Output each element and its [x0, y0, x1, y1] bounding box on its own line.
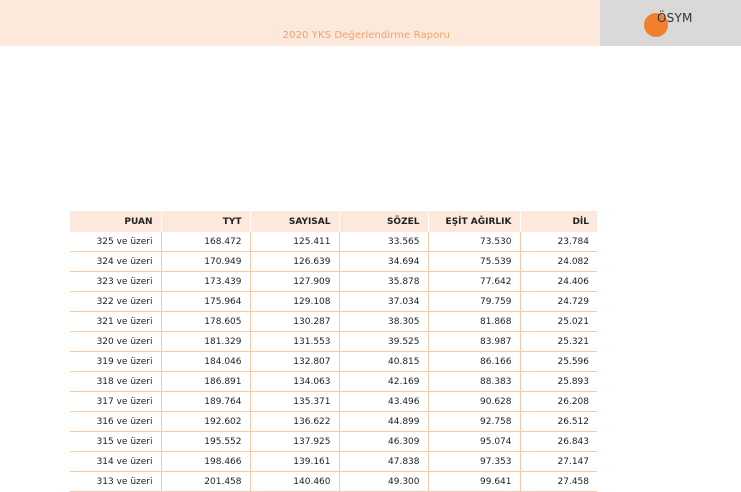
table-cell: 90.628	[428, 392, 520, 412]
column-header: DİL	[520, 211, 597, 232]
table-cell: 95.074	[428, 432, 520, 452]
table-row	[70, 252, 597, 272]
table-row	[70, 472, 597, 492]
table-row	[70, 392, 597, 412]
table-cell: 34.694	[339, 252, 428, 272]
column-header: EŞİT AĞIRLIK	[428, 211, 520, 232]
table-cell: 137.925	[250, 432, 339, 452]
table-cell: 92.758	[428, 412, 520, 432]
table-cell: 129.108	[250, 292, 339, 312]
table-cell: 35.878	[339, 272, 428, 292]
table-cell: 135.371	[250, 392, 339, 412]
table-cell: 23.784	[520, 232, 597, 252]
table-cell: 314 ve üzeri	[70, 452, 161, 472]
table-cell: 192.602	[161, 412, 250, 432]
table-cell: 42.169	[339, 372, 428, 392]
table-cell: 319 ve üzeri	[70, 352, 161, 372]
table-cell: 26.843	[520, 432, 597, 452]
table-row	[70, 452, 597, 472]
table-cell: 24.406	[520, 272, 597, 292]
table-cell: 175.964	[161, 292, 250, 312]
table-cell: 25.893	[520, 372, 597, 392]
table-row	[70, 352, 597, 372]
table-cell: 136.622	[250, 412, 339, 432]
table-cell: 201.458	[161, 472, 250, 492]
table-cell: 316 ve üzeri	[70, 412, 161, 432]
table-cell: 99.641	[428, 472, 520, 492]
table-cell: 181.329	[161, 332, 250, 352]
table-cell: 33.565	[339, 232, 428, 252]
table-cell: 43.496	[339, 392, 428, 412]
table-cell: 322 ve üzeri	[70, 292, 161, 312]
table-row	[70, 292, 597, 312]
table-cell: 79.759	[428, 292, 520, 312]
table-cell: 324 ve üzeri	[70, 252, 161, 272]
table-cell: 27.147	[520, 452, 597, 472]
table-cell: 49.300	[339, 472, 428, 492]
table-cell: 139.161	[250, 452, 339, 472]
column-header: PUAN	[70, 211, 161, 232]
table-cell: 75.539	[428, 252, 520, 272]
table-cell: 320 ve üzeri	[70, 332, 161, 352]
table-cell: 24.082	[520, 252, 597, 272]
table-cell: 184.046	[161, 352, 250, 372]
table-cell: 97.353	[428, 452, 520, 472]
table-cell: 126.639	[250, 252, 339, 272]
table-cell: 25.021	[520, 312, 597, 332]
table-cell: 40.815	[339, 352, 428, 372]
table-cell: 134.063	[250, 372, 339, 392]
table-cell: 173.439	[161, 272, 250, 292]
table-cell: 318 ve üzeri	[70, 372, 161, 392]
score-table	[70, 211, 597, 492]
table-cell: 132.807	[250, 352, 339, 372]
table-cell: 77.642	[428, 272, 520, 292]
table-header-row	[70, 211, 597, 232]
table-row	[70, 412, 597, 432]
table-cell: 25.596	[520, 352, 597, 372]
column-header: SAYISAL	[250, 211, 339, 232]
table-cell: 127.909	[250, 272, 339, 292]
table-cell: 168.472	[161, 232, 250, 252]
table-cell: 315 ve üzeri	[70, 432, 161, 452]
table-cell: 323 ve üzeri	[70, 272, 161, 292]
table-cell: 25.321	[520, 332, 597, 352]
table-cell: 88.383	[428, 372, 520, 392]
table-cell: 170.949	[161, 252, 250, 272]
table-cell: 198.466	[161, 452, 250, 472]
table-row	[70, 232, 597, 252]
table-cell: 83.987	[428, 332, 520, 352]
table-cell: 178.605	[161, 312, 250, 332]
logo-text: ÖSYM	[657, 11, 693, 25]
table-cell: 86.166	[428, 352, 520, 372]
osym-logo	[600, 0, 741, 46]
table-cell: 47.838	[339, 452, 428, 472]
table-row	[70, 332, 597, 352]
table-cell: 39.525	[339, 332, 428, 352]
table-cell: 189.764	[161, 392, 250, 412]
table-cell: 44.899	[339, 412, 428, 432]
table-cell: 195.552	[161, 432, 250, 452]
table-row	[70, 372, 597, 392]
table-row	[70, 272, 597, 292]
table-cell: 81.868	[428, 312, 520, 332]
table-cell: 46.309	[339, 432, 428, 452]
column-header: TYT	[161, 211, 250, 232]
table-cell: 131.553	[250, 332, 339, 352]
report-title: 2020 YKS Değerlendirme Raporu	[282, 30, 450, 41]
table-cell: 321 ve üzeri	[70, 312, 161, 332]
table-row	[70, 432, 597, 452]
table-cell: 73.530	[428, 232, 520, 252]
table-cell: 26.512	[520, 412, 597, 432]
table-cell: 27.458	[520, 472, 597, 492]
table-cell: 313 ve üzeri	[70, 472, 161, 492]
header-band	[0, 0, 600, 46]
table-cell: 130.287	[250, 312, 339, 332]
column-header: SÖZEL	[339, 211, 428, 232]
table-cell: 38.305	[339, 312, 428, 332]
table-body	[70, 232, 597, 492]
table-cell: 186.891	[161, 372, 250, 392]
table-cell: 26.208	[520, 392, 597, 412]
table-row	[70, 312, 597, 332]
table-cell: 125.411	[250, 232, 339, 252]
table-cell: 37.034	[339, 292, 428, 312]
table-cell: 140.460	[250, 472, 339, 492]
table-cell: 325 ve üzeri	[70, 232, 161, 252]
table-cell: 317 ve üzeri	[70, 392, 161, 412]
table-cell: 24.729	[520, 292, 597, 312]
